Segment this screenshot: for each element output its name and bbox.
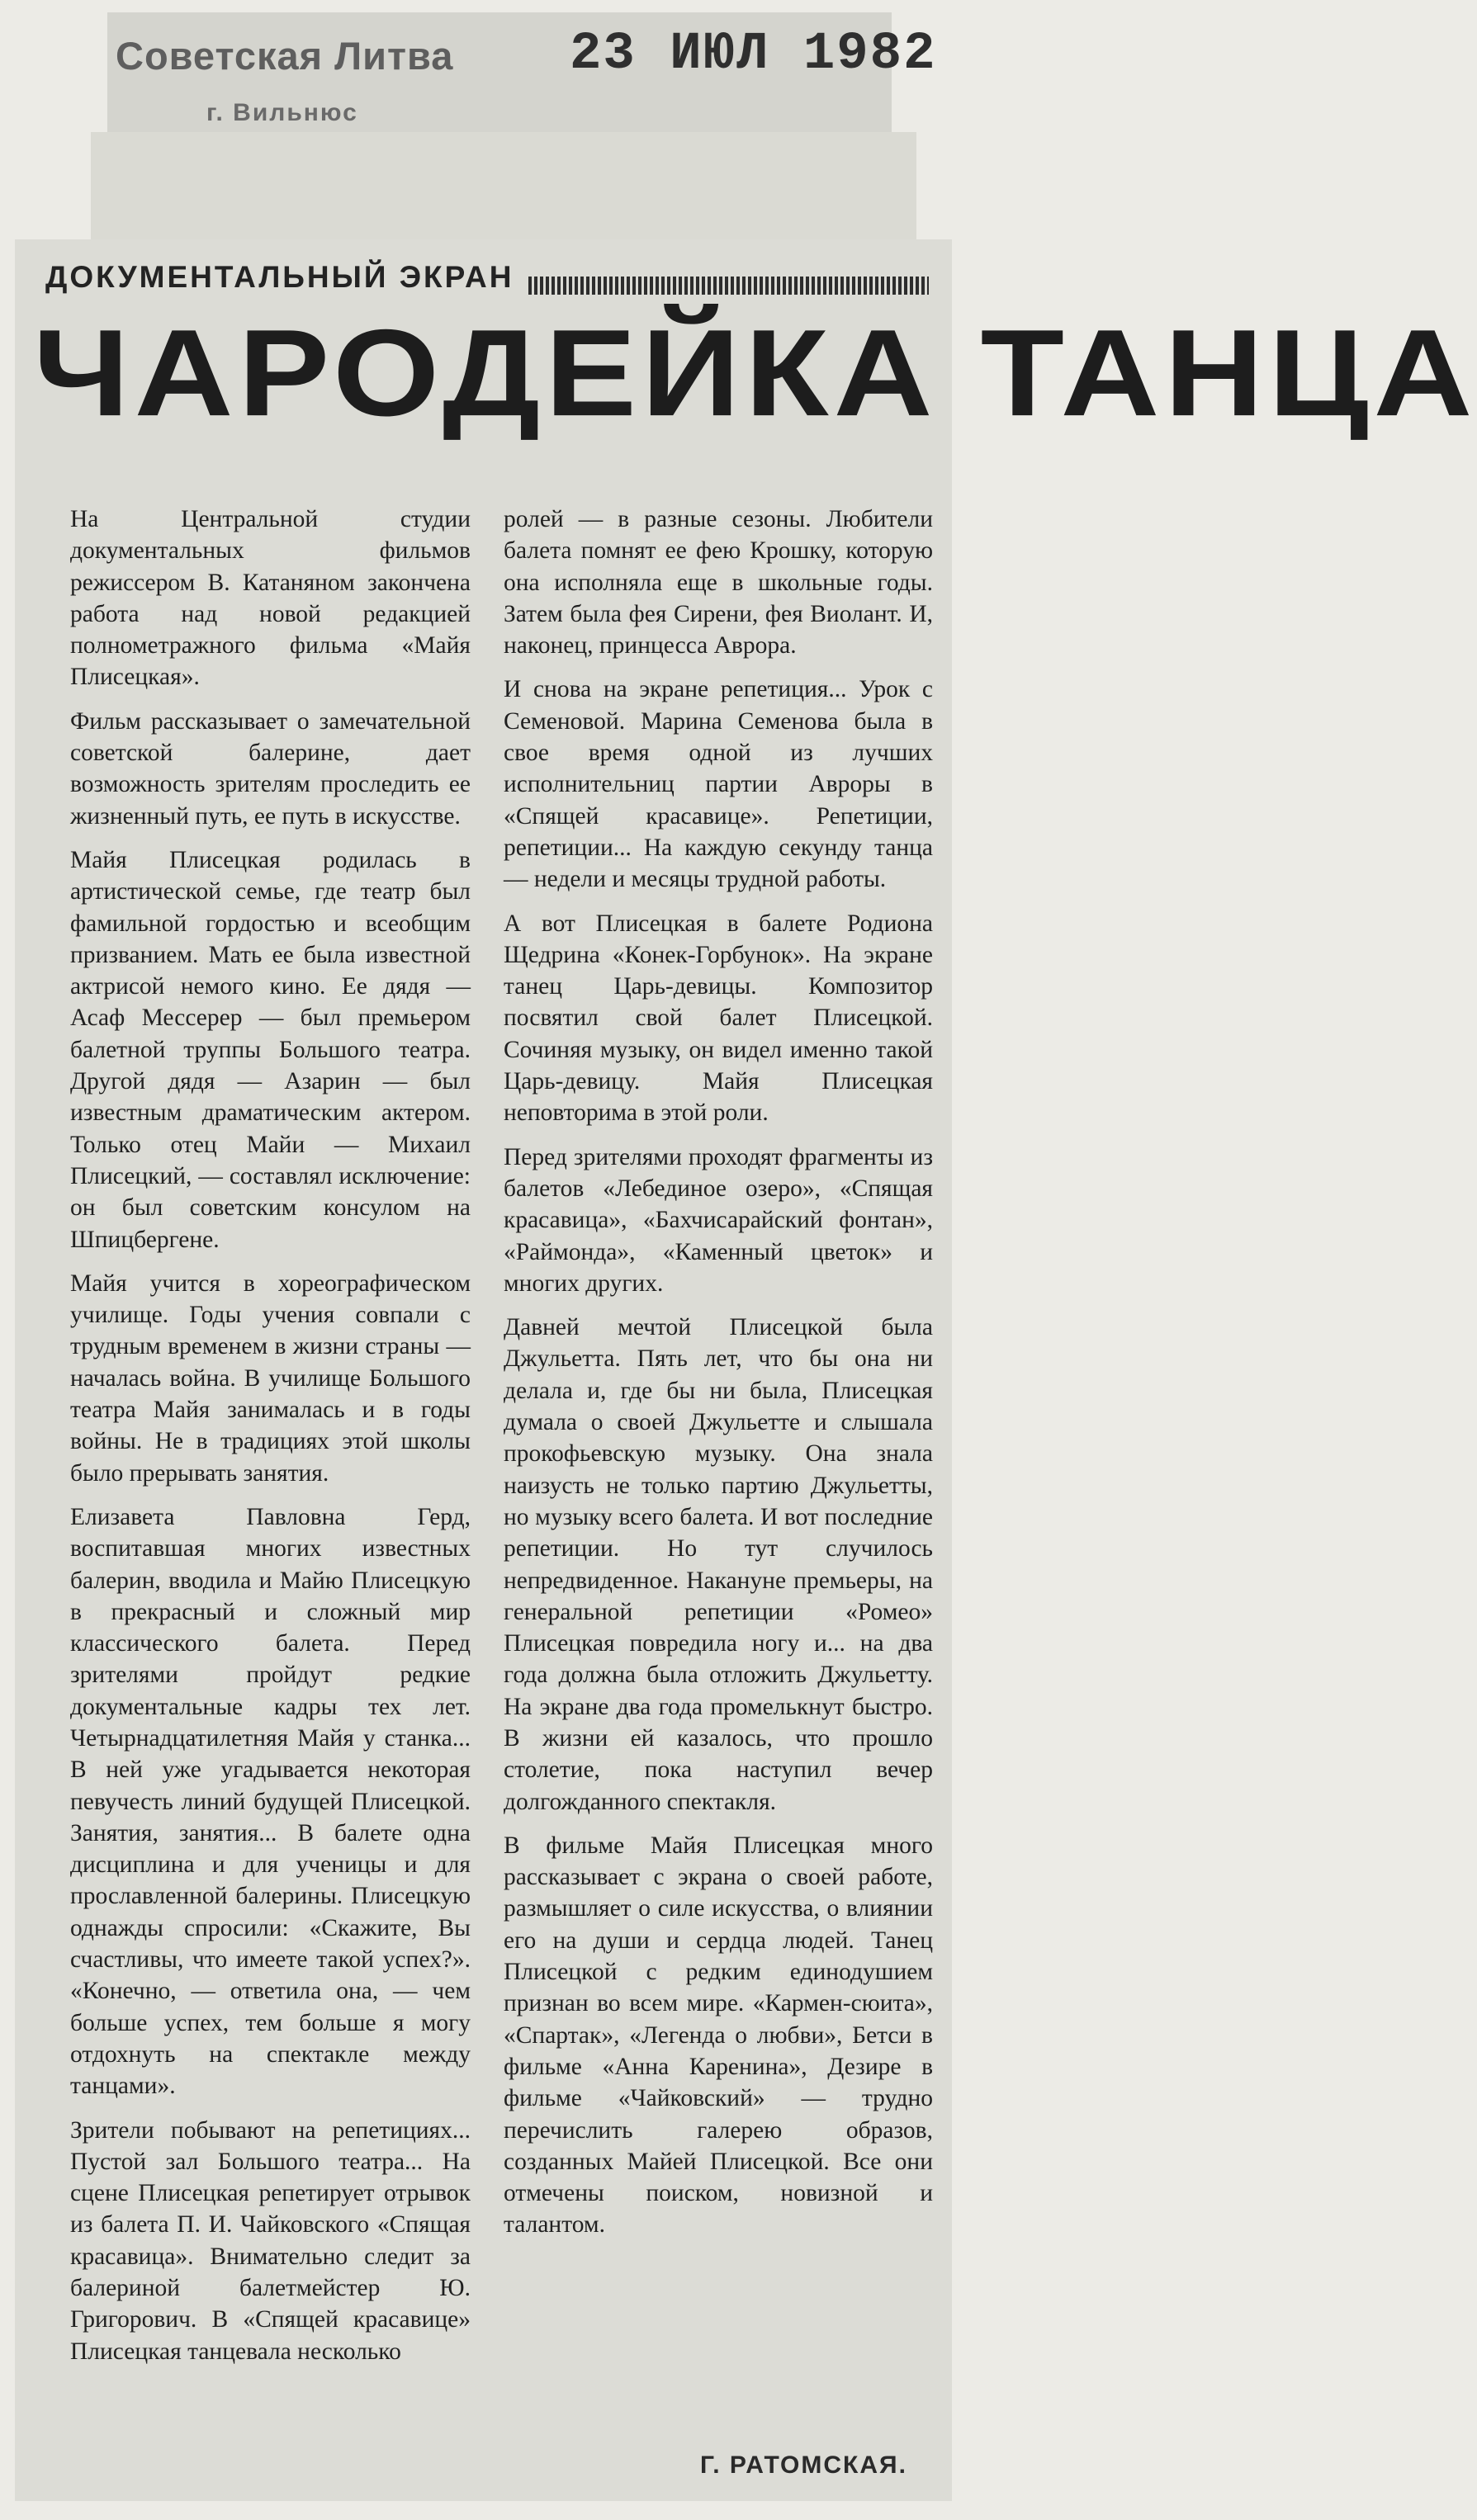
paragraph: Майя учится в хореографическом училище. Годы учения совпали с трудным временем в жизни страны — началась война. В училище Большого театра Майя занималась и в годы войны. Не в традициях этой школы было прерывать занятия. — [70, 1269, 471, 1487]
clipping-neck — [91, 132, 916, 248]
paragraph: Давней мечтой Плисецкой была Джульетта. Пять лет, что бы она ни делала и, где бы ни была, Плисецкая думала о своей Джульетте и слышала прокофьевскую музыку. Она знала наизусть не только партию Джульетты, но музыку всего балета. И вот последние репетиции. Но тут случилось непредвиденное. Накануне премьеры, на генеральной репетиции «Ромео» Плисецкая повредила ногу и... на два года должна была отложить Джульетту. На экране два года промелькнут быстро. В жизни ей казалось, что прошло столетие, пока наступил вечер долгожданного спектакля. — [504, 1314, 933, 1815]
article-headline: ЧАРОДЕЙКА ТАНЦА — [33, 305, 1477, 442]
author-signature: Г. РАТОМСКАЯ. — [700, 2451, 907, 2479]
paragraph: На Центральной студии документальных фильмов режиссером В. Катаняном закончена работа над новой редакцией полнометражного фильма «Майя Плисецкая». — [70, 506, 471, 691]
date-stamp: 23 ИЮЛ 1982 — [570, 25, 937, 84]
newspaper-name-stamp: Советская Литва — [116, 34, 454, 78]
paragraph: Майя Плисецкая родилась в артистической семье, где театр был фамильной гордостью и всеобщим призванием. Мать ее была известной актрисой немого кино. Ее дядя — Асаф Мессерер — был премьером балетной труппы Большого театра. Другой дядя — Азарин — был известным драматическим актером. Только отец Майи — Михаил Плисецкий, — составлял исключение: он был советским консулом на Шпицбергене. — [70, 846, 471, 1253]
paragraph: Перед зрителями проходят фрагменты из балетов «Лебединое озеро», «Спящая красавица», «Бахчисарайский фонтан», «Раймонда», «Каменный цветок» и многих других. — [504, 1143, 933, 1297]
right-column — [504, 504, 933, 2241]
city-stamp: г. Вильнюс — [206, 99, 358, 126]
paragraph: ролей — в разные сезоны. Любители балета помнят ее фею Крошку, которую она исполняла еще в школьные годы. Затем была фея Сирени, фея Виолант. И, наконец, принцесса Аврора. — [504, 506, 933, 660]
paragraph: Зрители побывают на репетициях... Пустой зал Большого театра... На сцене Плисецкая репетирует отрывок из балета П. И. Чайковского «Спящая красавица». Внимательно следит за балериной балетмейстер Ю. Григорович. В «Спящей красавице» Плисецкая танцевала несколько — [70, 2116, 471, 2365]
rubric-label: ДОКУМЕНТАЛЬНЫЙ ЭКРАН — [45, 260, 514, 294]
paragraph: Фильм рассказывает о замечательной советской балерине, дает возможность зрителям проследить ее жизненный путь, ее путь в искусстве. — [70, 707, 471, 830]
paragraph: И снова на экране репетиция... Урок с Семеновой. Марина Семенова была в свое время одной из лучших исполнительниц партии Авроры в «Спящей красавице». Репетиции, репетиции... На каждую секунду танца — недели и месяцы трудной работы. — [504, 676, 933, 893]
rubric-rule — [528, 277, 929, 295]
paragraph: В фильме Майя Плисецкая много рассказывает с экрана о своей работе, размышляет о силе искусства, о влиянии его на души и сердца людей. Танец Плисецкой с редким единодушием признан во всем мире. «Кармен-сюита», «Спартак», «Легенда о любви», Бетси в фильме «Анна Каренина», Дезире в фильме «Чайковский» — трудно перечислить галерею образов, созданных Майей Плисецкой. Все они отмечены поиском, новизной и талантом. — [504, 1832, 933, 2239]
paragraph: Елизавета Павловна Герд, воспитавшая многих известных балерин, вводила и Майю Плисецкую в прекрасный и сложный мир классического балета. Перед зрителями пройдут редкие документальные кадры тех лет. Четырнадцатилетняя Майя у станка... В ней уже угадывается некоторая певучесть линий будущей Плисецкой. Занятия, занятия... В балете одна дисциплина и для ученицы и для прославленной балерины. Плисецкую однажды спросили: «Скажите, Вы счастливы, что имеете такой успех?». «Конечно, — ответила она, — чем больше успех, тем больше я могу отдохнуть на спектакле между танцами». — [70, 1503, 471, 2100]
paragraph: А вот Плисецкая в балете Родиона Щедрина «Конек-Горбунок». На экране танец Царь-девицы. Композитор посвятил свой балет Плисецкой. Сочиняя музыку, он видел именно такой Царь-девицу. Майя Плисецкая неповторима в этой роли. — [504, 910, 933, 1127]
left-column — [70, 504, 471, 2367]
